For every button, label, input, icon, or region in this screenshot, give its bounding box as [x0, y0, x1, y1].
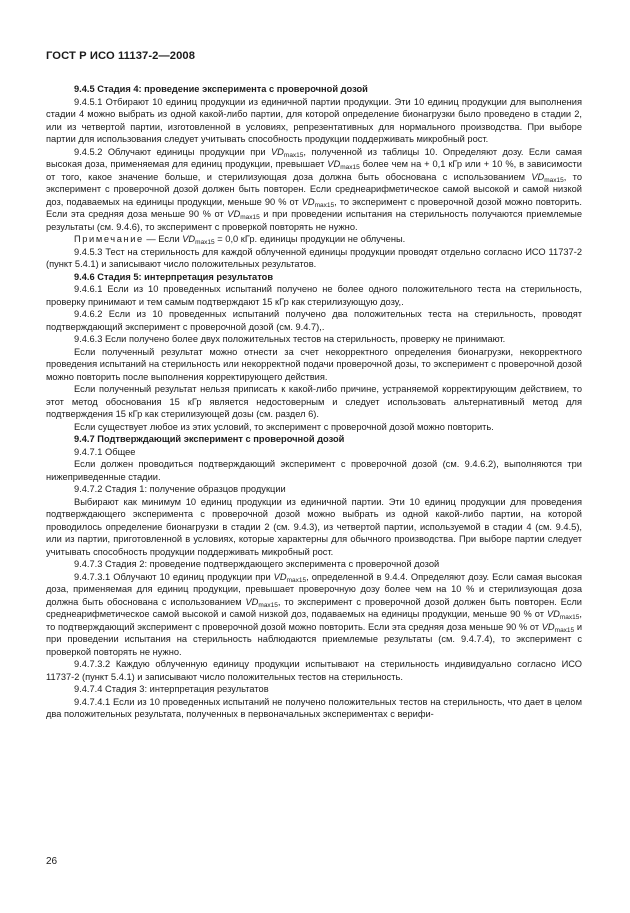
paragraph: 9.4.6.3 Если получено более двух положительных тестов на стерильность, проверку не принимают. — [74, 334, 506, 344]
paragraph: 9.4.6.2 Если из 10 проведенных испытаний получено два положительных теста на стерильность, проводят подтверждающий эксперимент с проверочной дозой (см. 9.4.7),. — [46, 309, 582, 332]
paragraph: 9.4.7.4.1 Если из 10 проведенных испытаний не получено положительных тестов на стерильность, что дает в целом два положительных результата, полученных в первоначальных экспериментах с верифи- — [46, 696, 582, 719]
paragraph: Выбирают как минимум 10 единиц продукции из единичной партии. Эти 10 единиц продукции для проведения подтверждающего эксперимента с проверочной дозой можно выбрать из одной какой-либо партии, на которой проводилось определение бионагрузки в стадии 2 (см. 9.4.3), из четвертой партии, используемой в стадии 4 (см. 9.4.5), или из партии, приготовленной в условиях, которые характерны для обычного производства. При выборе партии следует учитывать способность продукции поддерживать микробный рост. — [46, 496, 582, 557]
paragraph: 9.4.7.3.1 Облучают 10 единиц продукции при $VD_{max15}$, определенной в 9.4.4. Определяют дозу. Если самая высокая доза, применяемая для единиц продукции, превышает проверочную дозу более чем на 10 % и стерилизующая доза должна быть обоснована с использованием $VD_{max15}$, то эксперимент с проверочной дозой должен быть повторен. Если среднеарифметическое самой высокой и самой низкой доз, подаваемых на единицы продукции, меньше 90 % от $VD_{max15}$, то подтверждающий эксперимент с проверочной дозой можно повторить. Если эта средняя доза меньше 90 % от $VD_{max15}$ и при проведении испытания на стерильность наблюдаются приемлемые результаты (см. 9.4.7.4), то эксперимент с проверкой повторять не нужно. — [46, 571, 583, 657]
document-header: ГОСТ Р ИСО 11137-2—2008 — [46, 50, 196, 62]
note: Примечание — Если $VD_{max15} = 0,0$ кГр. единицы продукции не облучены. — [74, 234, 406, 246]
paragraph: Если должен проводиться подтверждающий эксперимент с проверочной дозой (см. 9.4.6.2), выполняются три нижеприведенные стадии. — [46, 459, 582, 482]
subsection-heading: 9.4.7.1 Общее — [74, 446, 136, 457]
paragraph: 9.4.6.1 Если из 10 проведенных испытаний получено не более одного положительного теста на стерильность, проверку принимают и тем самым подтверждают 15 кГр как стерилизующую дозу,. — [46, 284, 582, 307]
section-heading: 9.4.5 Стадия 4: проведение эксперимента с проверочной дозой — [74, 84, 368, 94]
section-heading: 9.4.6 Стадия 5: интерпретация результатов — [74, 271, 274, 282]
paragraph: 9.4.5.1 Отбирают 10 единиц продукции из единичной партии продукции. Эти 10 единиц продукции для выполнения стадии 4 можно выбрать из одной какой-либо партии, для которой определение бионагрузки было проведено в стадии 2, или из четвертой партии, изготовленной в условиях, репрезентативных для нормального производства. При выборе партии для использования следует учитывать способность продукции поддерживать микробный рост. — [46, 96, 582, 144]
subsection-heading: 9.4.7.3 Стадия 2: проведение подтверждающего эксперимента с проверочной дозой — [74, 559, 440, 569]
paragraph: Если полученный результат нельзя приписать к какой-либо причине, устраняемой корректирующим действием, то этот метод обоснования 15 кГр является недостоверным и следует использовать альтернативный метод для подтверждения 15 кГр как стерилизующей дозы (см. раздел 6). — [46, 384, 582, 419]
paragraph: 9.4.5.2 Облучают единицы продукции при $VD_{max15}$, полученной из таблицы 10. Определяют дозу. Если самая высокая доза, применяемая для единиц продукции, превышает $VD_{max15}$ более чем на + 0,1 кГр или + 10 %, в зависимости от того, какое значение больше, и стерилизующая доза должна быть обоснована с использованием $VD_{max15}$, то эксперимент с проверочной дозой должен быть повторен. Если среднеарифметическое самой высокой и самой низкой доз, подаваемых на единицы продукции, меньше 90 % от $VD_{max15}$, то эксперимент с проверочной дозой можно повторить. Если эта средняя доза меньше 90 % от $VD_{max15}$ и при проведении испытания на стерильность получаются приемлемые результаты (см. 9.4.6), то эксперимент с проверкой повторять не нужно. — [46, 146, 583, 232]
section-heading: 9.4.7 Подтверждающий эксперимент с проверочной дозой — [74, 434, 345, 444]
subsection-heading: 9.4.7.4 Стадия 3: интерпретация результатов — [74, 684, 269, 694]
document-body — [46, 83, 582, 721]
paragraph: Если существует любое из этих условий, то эксперимент с проверочной дозой можно повторить. — [74, 421, 494, 432]
paragraph: Если полученный результат можно отнести за счет некорректного определения бионагрузки, некорректного проведения испытаний на стерильность или некорректной подачи проверочной дозы, то эксперимент с проверочной дозой можно повторить после выполнения корректирующего действия. — [46, 346, 582, 382]
paragraph: 9.4.5.3 Тест на стерильность для каждой облученной единицы продукции проводят отдельно согласно ИСО 11737-2 (пункт 5.4.1) и записывают число положительных результатов. — [46, 246, 582, 269]
paragraph: 9.4.7.3.2 Каждую облученную единицу продукции испытывают на стерильность индивидуально согласно ИСО 11737-2 (пункт 5.4.1) и записывают число положительных тестов на стерильность. — [46, 659, 582, 682]
page-number: 26 — [46, 856, 58, 867]
subsection-heading: 9.4.7.2 Стадия 1: получение образцов продукции — [74, 484, 286, 494]
